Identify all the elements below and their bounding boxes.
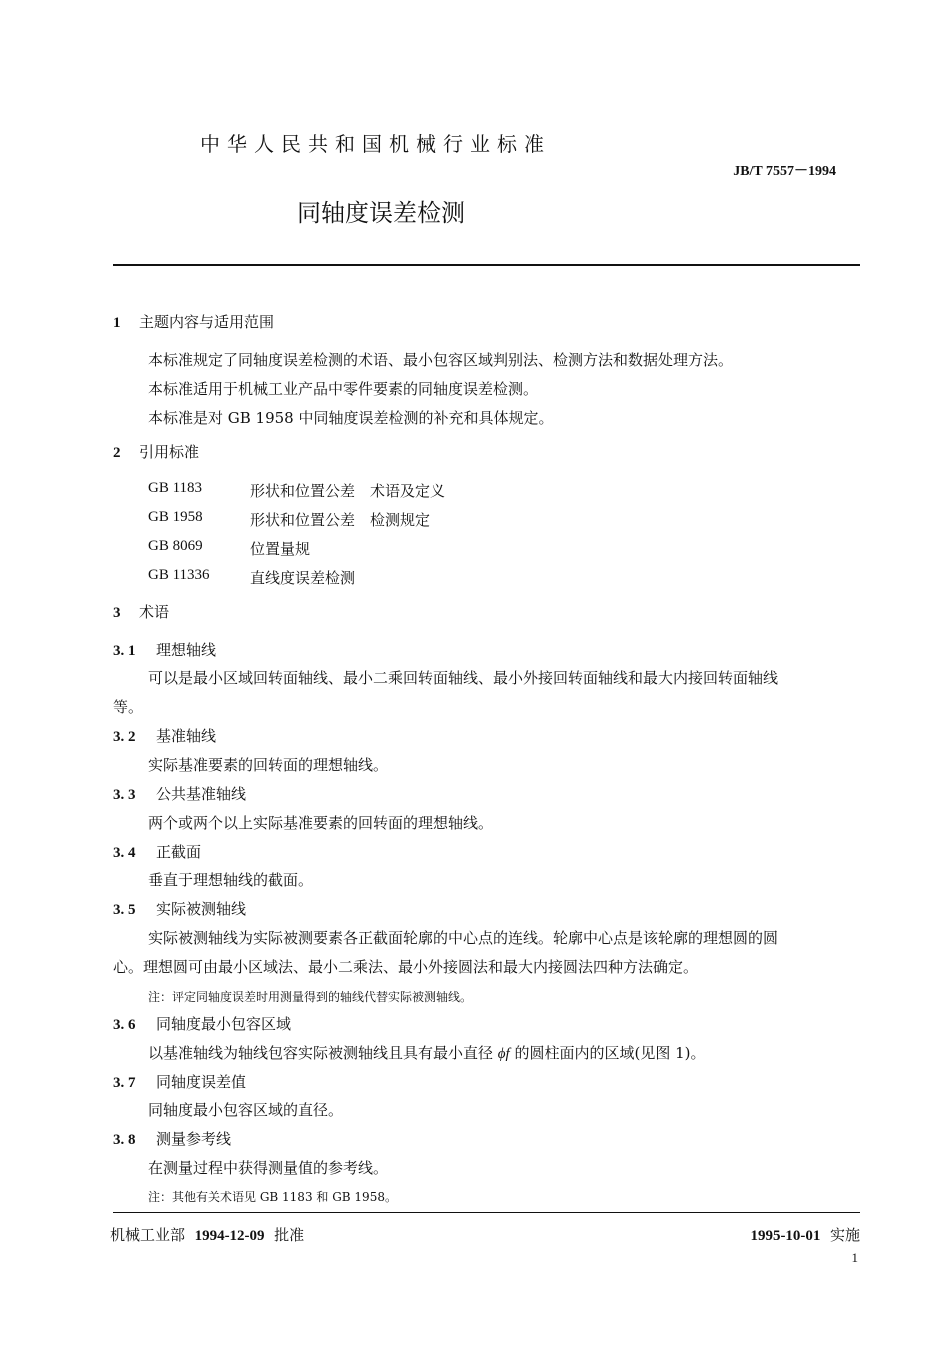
implementation-label: 实施 xyxy=(829,1226,860,1244)
section-title: 引用标准 xyxy=(139,443,200,461)
subsection-3-8-heading xyxy=(113,1128,231,1149)
section-number: 3. 3 xyxy=(113,787,136,803)
subsection-3-5-heading xyxy=(113,898,246,919)
page-number: 1 xyxy=(851,1250,858,1265)
section-number: 3. 5 xyxy=(113,902,136,918)
note: 注：评定同轴度误差时用测量得到的轴线代替实际被测轴线。 xyxy=(148,990,473,1004)
reference-title: 直线度误差检测 xyxy=(250,569,356,587)
footer-rule xyxy=(113,1212,860,1213)
paragraph: 可以是最小区域回转面轴线、最小二乘回转面轴线、最小外接回转面轴线和最大内接回转面轴线 xyxy=(148,669,779,687)
subsection-3-7-heading xyxy=(113,1071,246,1092)
section-number: 3 xyxy=(113,605,121,621)
reference-title: 形状和位置公差 检测规定 xyxy=(250,511,431,529)
diameter-symbol: ϕf xyxy=(497,1046,510,1062)
section-number: 3. 2 xyxy=(113,729,136,745)
section-number: 3. 4 xyxy=(113,845,136,861)
section-2-heading xyxy=(113,441,199,462)
reference-title: 形状和位置公差 术语及定义 xyxy=(250,482,446,500)
header-rule xyxy=(113,264,860,266)
paragraph-continuation: 等。 xyxy=(113,698,144,716)
approval-info xyxy=(110,1224,304,1245)
section-1-heading xyxy=(113,311,274,332)
section-title: 同轴度误差值 xyxy=(156,1073,247,1091)
section-3-heading xyxy=(113,601,169,622)
paragraph: 垂直于理想轴线的截面。 xyxy=(148,871,314,889)
paragraph: 实际被测轴线为实际被测要素各正截面轮廓的中心点的连线。轮廓中心点是该轮廓的理想圆的圆 xyxy=(148,929,779,947)
section-number: 3. 6 xyxy=(113,1017,136,1033)
reference-code: GB 1958 xyxy=(148,509,203,525)
section-title: 基准轴线 xyxy=(156,727,217,745)
reference-code: GB 8069 xyxy=(148,538,203,554)
subsection-3-1-heading xyxy=(113,639,216,660)
paragraph xyxy=(148,1042,706,1063)
approve-label: 批准 xyxy=(274,1226,305,1244)
paragraph: 本标准适用于机械工业产品中零件要素的同轴度误差检测。 xyxy=(148,380,539,398)
paragraph: 在测量过程中获得测量值的参考线。 xyxy=(148,1159,389,1177)
paragraph: 两个或两个以上实际基准要素的回转面的理想轴线。 xyxy=(148,814,494,832)
reference-code: GB 11336 xyxy=(148,567,210,583)
implementation-date: 1995-10-01 xyxy=(750,1228,821,1244)
section-title: 实际被测轴线 xyxy=(156,900,247,918)
section-title: 测量参考线 xyxy=(156,1130,232,1148)
section-title: 同轴度最小包容区域 xyxy=(156,1015,292,1033)
standard-number: JB/T 7557－1994 xyxy=(733,164,836,179)
approve-date: 1994-12-09 xyxy=(194,1228,265,1244)
paragraph: 实际基准要素的回转面的理想轴线。 xyxy=(148,756,389,774)
implementation-info xyxy=(750,1224,860,1245)
paragraph: 本标准是对 GB 1958 中同轴度误差检测的补充和具体规定。 xyxy=(148,409,554,427)
section-number: 1 xyxy=(113,315,121,331)
section-title: 理想轴线 xyxy=(156,641,217,659)
paragraph-text: 以基准轴线为轴线包容实际被测轴线且具有最小直径 xyxy=(148,1044,498,1062)
section-number: 3. 7 xyxy=(113,1075,136,1091)
subsection-3-6-heading xyxy=(113,1013,291,1034)
section-number: 2 xyxy=(113,445,121,461)
paragraph-text: 的圆柱面内的区域(见图 1)。 xyxy=(509,1044,706,1062)
section-title: 术语 xyxy=(139,603,170,621)
paragraph-continuation: 心。理想圆可由最小区域法、最小二乘法、最小外接圆法和最大内接圆法四种方法确定。 xyxy=(113,958,699,976)
reference-code: GB 1183 xyxy=(148,480,203,496)
section-number: 3. 8 xyxy=(113,1132,136,1148)
paragraph: 本标准规定了同轴度误差检测的术语、最小包容区域判别法、检测方法和数据处理方法。 xyxy=(148,351,734,369)
document-title: 同轴度误差检测 xyxy=(297,199,465,227)
subsection-3-2-heading xyxy=(113,725,216,746)
section-title: 公共基准轴线 xyxy=(156,785,247,803)
subsection-3-3-heading xyxy=(113,783,246,804)
issuer: 机械工业部 xyxy=(110,1226,186,1244)
header-org: 中华人民共和国机械行业标准 xyxy=(200,132,551,156)
paragraph: 同轴度最小包容区域的直径。 xyxy=(148,1101,344,1119)
section-number: 3. 1 xyxy=(113,643,136,659)
section-title: 主题内容与适用范围 xyxy=(139,313,275,331)
section-title: 正截面 xyxy=(156,843,202,861)
reference-title: 位置量规 xyxy=(250,540,311,558)
subsection-3-4-heading xyxy=(113,841,201,862)
note: 注：其他有关术语见 GB 1183 和 GB 1958。 xyxy=(148,1190,397,1204)
